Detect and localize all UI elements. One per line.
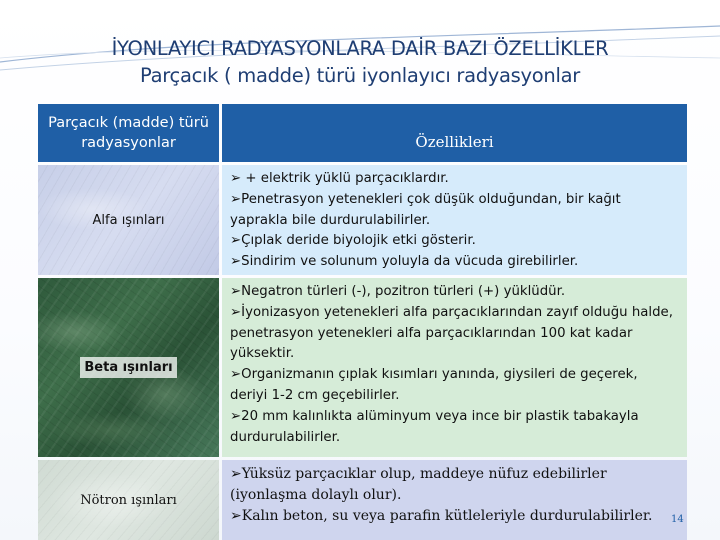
properties-list xyxy=(222,460,687,528)
row-properties-cell xyxy=(222,460,687,540)
row-label-beta: Beta ışınları xyxy=(80,357,176,378)
arrow-bullet-icon: ➢ xyxy=(230,408,242,424)
row-label-cell xyxy=(38,165,219,275)
header-cell-properties xyxy=(222,104,687,162)
properties-list xyxy=(222,165,687,273)
arrow-bullet-icon: ➢ xyxy=(230,304,242,320)
arrow-bullet-icon: ➢ xyxy=(230,367,242,383)
arrow-bullet-icon: ➢ xyxy=(230,284,242,299)
list-item: ➢Negatron türleri (-), pozitron türleri (+) yüklüdür. xyxy=(230,284,566,299)
table-header-row xyxy=(38,104,687,162)
row-properties-cell xyxy=(222,278,687,457)
properties-table xyxy=(38,104,687,540)
arrow-bullet-icon: ➢ xyxy=(230,191,242,207)
list-item: ➢Organizmanın çıplak kısımları yanında, giysileri de geçerek, deriyi 1-2 cm geçebilirler. xyxy=(230,367,638,403)
list-item: ➢Çıplak deride biyolojik etki gösterir. xyxy=(230,233,476,249)
title-main: İYONLAYICI RADYASYONLARA DAİR BAZI ÖZELLİKLER xyxy=(111,37,609,60)
table-row-beta xyxy=(38,278,687,457)
row-properties-cell xyxy=(222,165,687,275)
arrow-bullet-icon: ➢ xyxy=(230,233,242,249)
page-number: 14 xyxy=(671,514,684,525)
header-properties-label: Özellikleri xyxy=(415,133,494,151)
table-row-alpha xyxy=(38,165,687,275)
arrow-bullet-icon: ➢ xyxy=(230,254,242,270)
arrow-bullet-icon: ➢ xyxy=(230,171,242,186)
arrow-bullet-icon: ➢ xyxy=(230,466,242,482)
slide-title xyxy=(0,36,720,90)
header-cell-type xyxy=(38,104,219,162)
row-label-neutron: Nötron ışınları xyxy=(80,492,177,508)
list-item: ➢Penetrasyon yetenekleri çok düşük olduğundan, bir kağıt yaprakla bile durdurulabilirler. xyxy=(230,191,621,228)
list-item: ➢ + elektrik yüklü parçacıklardır. xyxy=(230,171,449,186)
arrow-bullet-icon: ➢ xyxy=(230,508,242,525)
list-item: ➢20 mm kalınlıkta alüminyum veya ince bir plastik tabakayla durdurulabilirler. xyxy=(230,408,639,445)
title-subtitle: Parçacık ( madde) türü iyonlayıcı radyasyonlar xyxy=(140,64,580,87)
header-type-label: Parçacık (madde) türü radyasyonlar xyxy=(48,115,209,151)
row-label-alpha: Alfa ışınları xyxy=(92,212,165,228)
properties-list xyxy=(222,278,687,448)
table-row-neutron xyxy=(38,460,687,540)
list-item: ➢Yüksüz parçacıklar olup, maddeye nüfuz edebilirler (iyonlaşma dolaylı olur). xyxy=(230,466,607,504)
list-item: ➢İyonizasyon yetenekleri alfa parçacıklarından zayıf olduğu halde, penetrasyon yetenekleri alfa parçacıklarından 100 kat kadar yüksektir. xyxy=(230,304,673,362)
row-label-cell xyxy=(38,278,219,457)
list-item: ➢Kalın beton, su veya parafin kütleleriyle durdurulabilirler. xyxy=(230,508,653,525)
row-label-cell xyxy=(38,460,219,540)
list-item: ➢Sindirim ve solunum yoluyla da vücuda girebilirler. xyxy=(230,254,579,270)
